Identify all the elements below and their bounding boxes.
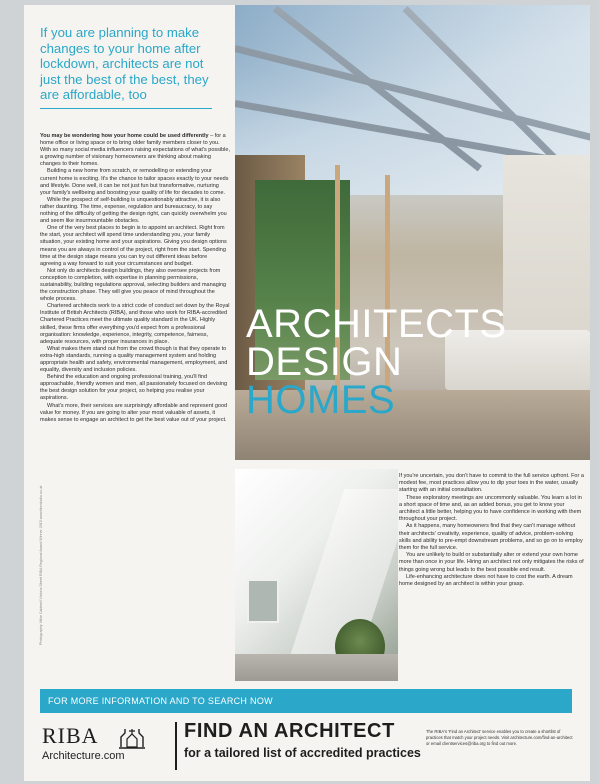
hero-title-line2: DESIGN xyxy=(246,340,403,384)
lead-paragraph xyxy=(40,133,230,168)
riba-crest-icon xyxy=(117,727,147,749)
lead-rest: – for a home office or living space or to bring older family members closer to you. With so many social media influencers raising expectations of what's possible, a growing number of visionary homeowners are thinking about making changes to their homes. xyxy=(40,133,230,168)
headline: If you are planning to make changes to your home after lockdown, architects are not just the best of the best, they are affordable, too xyxy=(40,25,209,103)
hero-title-line1: ARCHITECTS xyxy=(246,302,507,346)
left-paragraph: While the prospect of self-building is unquestionably attractive, it is also rather daunting. The time, expense, regulation and bureaucracy, to say nothing of the difficulty of getting the design right, can quickly overwhelm you and seem like insurmountable obstacles. xyxy=(40,196,227,225)
riba-logo xyxy=(42,723,167,767)
find-architect-subtitle: for a tailored list of accredited practices xyxy=(184,746,421,760)
footer-divider xyxy=(175,722,177,770)
left-paragraph: What's more, their services are surprisingly affordable and represent good value for money. If you are going to alter your most valuable of assets, it makes sense to engage an architect to get the best value out of your project. xyxy=(40,402,228,423)
find-architect-note: The RIBA's 'Find an Architect' service enables you to create a shortlist of practices that match your project needs. Visit architecture.com/find-an-architect or email clientservices@riba.org to find out more. xyxy=(426,729,573,746)
left-paragraph: Behind the education and ongoing professional training, you'll find approachable, friendly women and men, all passionately focused on devising the best design solution for your project, so helping you realise your aspirations. xyxy=(40,374,228,402)
right-paragraph: As it happens, many homeowners find that they can't manage without their architects' creativity, experience, quality of advice, problem-solving skills and ability to pre-empt downstream problems, and so go on to employ them for the full service. xyxy=(399,523,583,552)
lead-bold: You may be wondering how your home could be used differently xyxy=(40,133,209,139)
interior-photo xyxy=(235,469,398,681)
riba-site-link[interactable]: Architecture.com xyxy=(42,750,125,762)
right-paragraph: Life-enhancing architecture does not have to cost the earth. A dream home designed by an architect is within your grasp. xyxy=(399,573,573,588)
right-paragraph: These exploratory meetings are uncommonly valuable. You learn a lot in a short space of time and, as an added bonus, you get to know your architect a little better, helping you to have confidence in working with them throughout your project. xyxy=(399,494,582,523)
riba-wordmark: RIBA xyxy=(42,723,99,748)
right-paragraph: You are unlikely to build or substantially alter or extend your own home more than once in your life. Hiring an architect not only mitigates the risks of things going wrong but leads to the best possible end result. xyxy=(399,552,584,573)
left-paragraph: Building a new home from scratch, or remodelling or extending your current home is exciting. It's the chance to tailor spaces exactly to your needs and lifestyle. Done well, it can be not just fun but transformative, nurturing your family's wellbeing and boosting your quality of life for decades to come. xyxy=(40,168,229,196)
right-paragraph: If you're uncertain, you don't have to commit to the full service upfront. For a modest fee, most practices allow you to dip your toes in the water, usually starting with an initial consultation. xyxy=(399,473,584,494)
magazine-page xyxy=(24,5,590,781)
find-architect-title: FIND AN ARCHITECT xyxy=(184,720,395,742)
photo-credit: Photography: Mike Caldwell Victoria Street RIBA Regional Award Winner 2015 www.tdmstudio.co.uk xyxy=(39,485,43,645)
hero-glass-sheen xyxy=(235,5,590,185)
interior-window xyxy=(247,579,279,623)
hero-title-line3: HOMES xyxy=(246,378,396,422)
left-paragraph: One of the very best places to begin is to appoint an architect. Right from the start, your architect will spend time understanding you, your family situation, your existing home and your aspirations. Giving you design options means you are always in control of the project, right from the start. Spending time at the design stage means you can try out different ideas before agreeing a way forward to suit your circumstances and budget. xyxy=(40,225,227,267)
interior-floor xyxy=(235,654,398,681)
left-column xyxy=(40,133,230,424)
right-column xyxy=(399,473,585,588)
left-paragraph: Not only do architects design buildings, they also oversee projects from conception to completion, with expertise in planning permissions, sustainability, building regulations approval, selecting builders and managing the construction phase. They will give you peace of mind throughout the whole process. xyxy=(40,267,227,303)
left-paragraph: What makes them stand out from the crowd though is that they operate to extra-high standards, running a quality management system and holding appropriate health and safety, environmental management, employment, and equality, diversity and inclusion policies. xyxy=(40,345,228,374)
left-paragraph: Chartered architects work to a strict code of conduct set down by the Royal Institute of British Architects (RIBA), and those who work for RIBA-accredited Chartered Practices meet the ultimate quality standard in the UK. Highly skilled, these firms offer everything you'd expect from a professional organisation: knowledge, experience, integrity, competence, fairness, adequate resources, with proper insurances in place. xyxy=(40,303,230,345)
info-banner: FOR MORE INFORMATION AND TO SEARCH NOW xyxy=(40,689,572,713)
headline-rule xyxy=(40,108,212,109)
hero-title xyxy=(246,302,586,422)
